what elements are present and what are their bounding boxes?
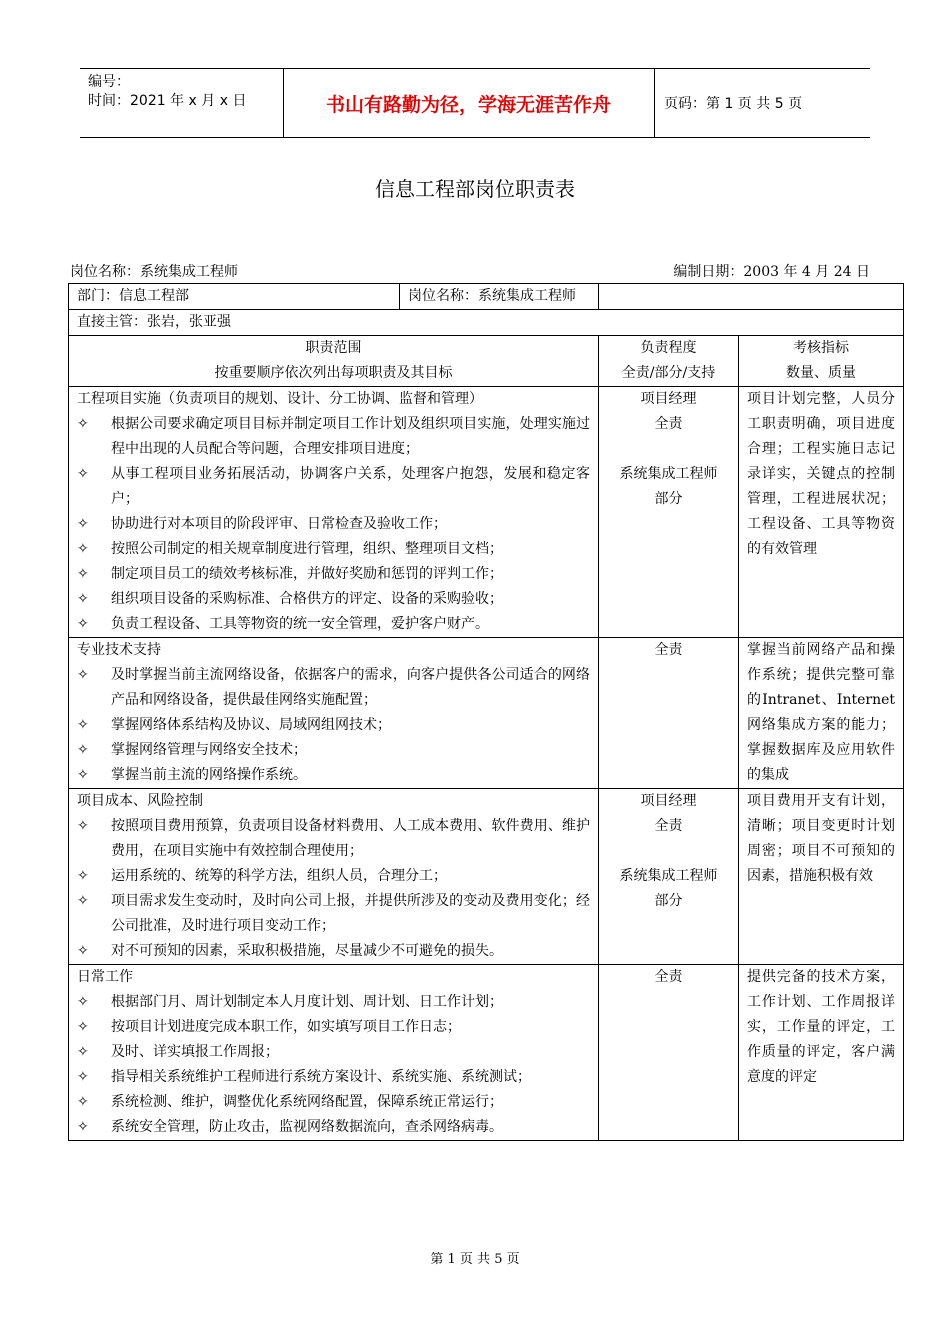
duty-item [77, 763, 590, 788]
duty-item-text: 掌握网络管理与网络安全技术； [111, 742, 307, 758]
duty-item-text: 运用系统的、统筹的科学方法，组织人员，合理分工； [111, 868, 447, 884]
duty-item-text: 按照公司制定的相关规章制度进行管理，组织、整理项目文档； [111, 541, 503, 557]
section-row [69, 965, 904, 1141]
diamond-bullet-icon: ✧ [77, 541, 89, 557]
diamond-bullet-icon: ✧ [77, 717, 89, 733]
duty-item [77, 713, 590, 738]
duty-item-text: 对不可预知的因素，采取积极措施，尽量减少不可避免的损失。 [111, 943, 503, 959]
section-title: 工程项目实施（负责项目的规划、设计、分工协调、监督和管理） [77, 391, 483, 407]
section-title: 日常工作 [77, 969, 133, 985]
duty-item-text: 及时掌握当前主流网络设备，依据客户的需求，向客户提供各公司适合的网络产品和网络设备，提供最佳网络实施配置； [111, 667, 590, 708]
document-number-label: 编号： [88, 74, 130, 90]
section-kpi-cell: 项目费用开支有计划，清晰；项目变更时计划周密；项目不可预知的因素，措施积极有效 [739, 789, 904, 965]
degree-line: 全责 [654, 416, 683, 432]
diamond-bullet-icon: ✧ [77, 1044, 89, 1060]
supervisor-row [69, 310, 904, 336]
diamond-bullet-icon: ✧ [77, 868, 89, 884]
duty-item-text: 制定项目员工的绩效考核标准，并做好奖励和惩罚的评判工作； [111, 566, 503, 582]
duty-item [77, 990, 590, 1015]
duty-item-text: 系统检测、维护，调整优化系统网络配置，保障系统正常运行； [111, 1094, 503, 1110]
section-degree-cell [599, 638, 739, 789]
section-degree-cell [599, 387, 739, 638]
diamond-bullet-icon: ✧ [77, 818, 89, 834]
duty-item [77, 1115, 590, 1140]
document-time-label: 时间：2021 年 x 月 x 日 [88, 93, 247, 109]
degree-line: 项目经理 [640, 391, 697, 407]
department-label: 部门：信息工程部 [69, 284, 400, 309]
section-row [69, 387, 904, 638]
duty-item [77, 537, 590, 562]
duty-item [77, 612, 590, 637]
section-scope-cell [69, 789, 599, 965]
compile-date-line: 编制日期：2003 年 4 月 24 日 [673, 264, 870, 280]
degree-line: 项目经理 [640, 793, 697, 809]
duty-item [77, 562, 590, 587]
section-scope-cell [69, 387, 599, 638]
diamond-bullet-icon: ✧ [77, 466, 89, 482]
duty-item-text: 及时、详实填报工作周报； [111, 1044, 279, 1060]
duty-item-text: 系统安全管理，防止攻击，监视网络数据流向，查杀网络病毒。 [111, 1119, 503, 1135]
section-kpi-cell: 提供完备的技术方案，工作计划、工作周报详实，工作量的评定，工作质量的评定，客户满意度的评定 [739, 965, 904, 1141]
duties-table [68, 283, 904, 1141]
duty-item [77, 1015, 590, 1040]
diamond-bullet-icon: ✧ [77, 591, 89, 607]
diamond-bullet-icon: ✧ [77, 1094, 89, 1110]
diamond-bullet-icon: ✧ [77, 667, 89, 683]
duty-item [77, 512, 590, 537]
duty-item-text: 根据部门月、周计划制定本人月度计划、周计划、日工作计划； [111, 994, 503, 1010]
diamond-bullet-icon: ✧ [77, 416, 89, 432]
diamond-bullet-icon: ✧ [77, 767, 89, 783]
header-divider [654, 69, 655, 137]
diamond-bullet-icon: ✧ [77, 742, 89, 758]
degree-header [599, 336, 739, 387]
duty-item [77, 462, 590, 512]
scope-header-line2: 按重要顺序依次列出每项职责及其目标 [214, 365, 453, 381]
degree-line: 系统集成工程师 [619, 466, 718, 482]
degree-header-line1: 负责程度 [640, 340, 697, 356]
diamond-bullet-icon: ✧ [77, 994, 89, 1010]
duty-item [77, 939, 590, 964]
degree-line: 全责 [654, 969, 683, 985]
section-row [69, 638, 904, 789]
duty-item-text: 指导相关系统维护工程师进行系统方案设计、系统实施、系统测试； [111, 1069, 531, 1085]
section-kpi-cell: 掌握当前网络产品和操作系统；提供完整可靠的Intranet、Internet网络集成方案的能力；掌握数据库及应用软件的集成 [739, 638, 904, 789]
info-row [69, 284, 904, 310]
page-footer: 第 1 页 共 5 页 [430, 1252, 520, 1267]
degree-line: 部分 [654, 491, 683, 507]
duty-item-text: 根据公司要求确定项目目标并制定项目工作计划及组织项目实施，处理实施过程中出现的人员配合等问题，合理安排项目进度； [111, 416, 590, 457]
degree-line [607, 437, 730, 462]
degree-line [607, 839, 730, 864]
duty-item [77, 587, 590, 612]
kpi-header-line2: 数量、质量 [786, 365, 856, 381]
info-row-spacer [599, 284, 904, 310]
section-degree-cell [599, 789, 739, 965]
diamond-bullet-icon: ✧ [77, 566, 89, 582]
duty-item [77, 738, 590, 763]
duty-item-text: 按照项目费用预算，负责项目设备材料费用、人工成本费用、软件费用、维护费用，在项目实施中有效控制合理使用； [111, 818, 590, 859]
header-info [88, 73, 246, 111]
duty-item [77, 814, 590, 864]
section-title: 专业技术支持 [77, 642, 161, 658]
department-cell [69, 284, 599, 310]
duty-item-text: 协助进行对本项目的阶段评审、日常检查及验收工作； [111, 516, 447, 532]
diamond-bullet-icon: ✧ [77, 1019, 89, 1035]
scope-header [69, 336, 599, 387]
diamond-bullet-icon: ✧ [77, 516, 89, 532]
degree-line: 部分 [654, 893, 683, 909]
supervisor-cell: 直接主管：张岩，张亚强 [69, 310, 904, 336]
duty-item [77, 663, 590, 713]
kpi-header [739, 336, 904, 387]
duty-item-text: 从事工程项目业务拓展活动，协调客户关系，处理客户抱怨，发展和稳定客户； [111, 466, 590, 507]
duty-item-text: 掌握当前主流的网络操作系统。 [111, 767, 307, 783]
header-page-info: 页码：第 1 页 共 5 页 [664, 96, 803, 112]
diamond-bullet-icon: ✧ [77, 893, 89, 909]
diamond-bullet-icon: ✧ [77, 943, 89, 959]
duty-item [77, 1065, 590, 1090]
section-row [69, 789, 904, 965]
degree-line: 全责 [654, 818, 683, 834]
kpi-header-line1: 考核指标 [793, 340, 849, 356]
page-header [80, 68, 870, 138]
duty-item-text: 组织项目设备的采购标准、合格供方的评定、设备的采购验收； [111, 591, 503, 607]
degree-header-line2: 全责/部分/支持 [621, 365, 716, 381]
scope-header-line1: 职责范围 [305, 340, 362, 356]
duty-item [77, 412, 590, 462]
sections-body [69, 387, 904, 1141]
diamond-bullet-icon: ✧ [77, 1119, 89, 1135]
section-scope-cell [69, 638, 599, 789]
duty-item-text: 项目需求发生变动时，及时向公司上报，并提供所涉及的变动及费用变化；经公司批准，及时进行项目变动工作； [111, 893, 590, 934]
duty-item-text: 掌握网络体系结构及协议、局域网组网技术； [111, 717, 391, 733]
diamond-bullet-icon: ✧ [77, 1069, 89, 1085]
diamond-bullet-icon: ✧ [77, 616, 89, 632]
duty-item [77, 1040, 590, 1065]
column-header-row [69, 336, 904, 387]
duty-item-text: 负责工程设备、工具等物资的统一安全管理，爱护客户财产。 [111, 616, 489, 632]
section-title: 项目成本、风险控制 [77, 793, 203, 809]
duty-item [77, 889, 590, 939]
position-name-line: 岗位名称：系统集成工程师 [70, 264, 238, 280]
document-title: 信息工程部岗位职责表 [375, 177, 575, 201]
position-label: 岗位名称：系统集成工程师 [408, 288, 576, 304]
duty-item-text: 按项目计划进度完成本职工作，如实填写项目工作日志； [111, 1019, 461, 1035]
degree-line: 全责 [654, 642, 683, 658]
header-motto: 书山有路勤为径，学海无涯苦作舟 [325, 93, 611, 116]
section-degree-cell [599, 965, 739, 1141]
section-scope-cell [69, 965, 599, 1141]
degree-line: 系统集成工程师 [619, 868, 718, 884]
section-kpi-cell: 项目计划完整，人员分工职责明确，项目进度合理；工程实施日志记录详实，关键点的控制管理，工程进展状况；工程设备、工具等物资的有效管理 [739, 387, 904, 638]
duty-item [77, 864, 590, 889]
duty-item [77, 1090, 590, 1115]
